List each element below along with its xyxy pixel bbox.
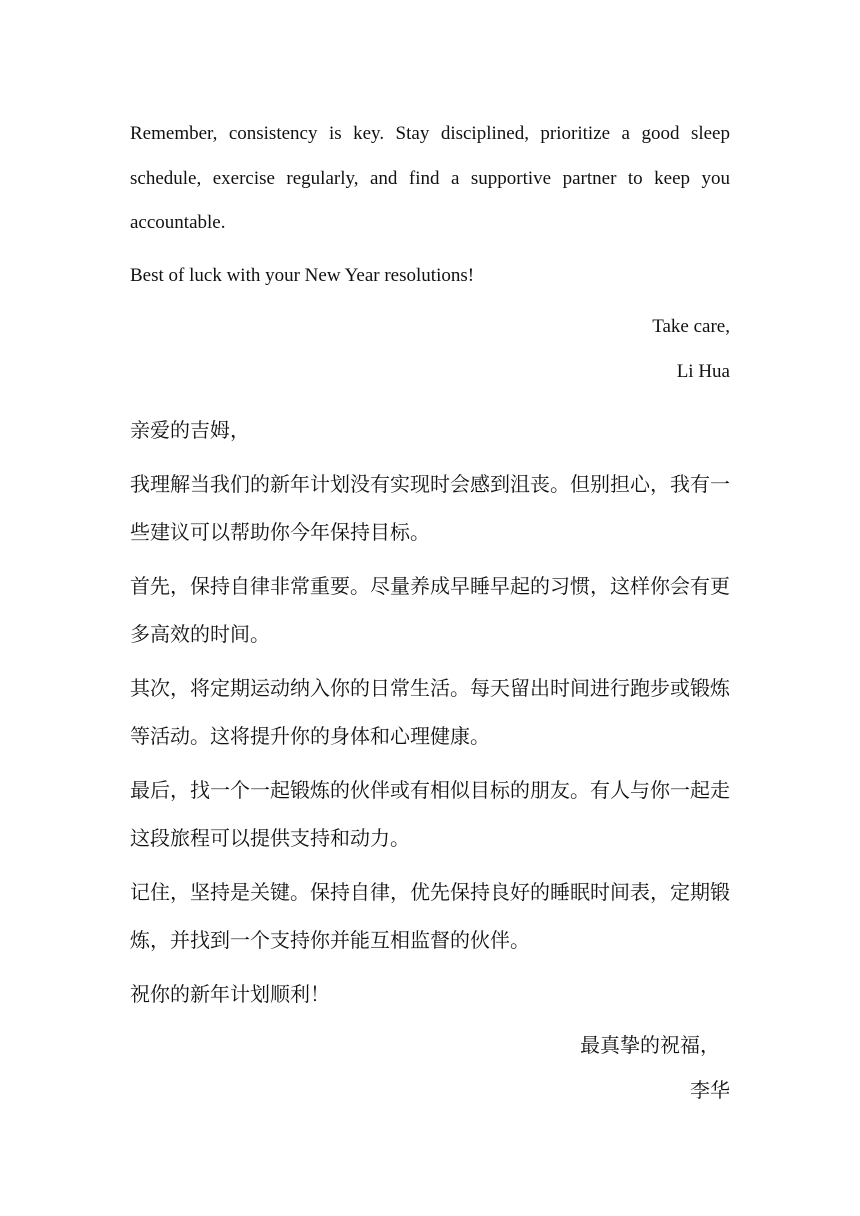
english-paragraph-consistency: Remember, consistency is key. Stay disciplined, prioritize a good sleep schedule, exercise regularly, and find a supportive partner to keep you accountable. — [130, 123, 730, 233]
chinese-signature: 李华 — [690, 1078, 730, 1102]
english-paragraph-best-wishes: Best of luck with your New Year resolutions! — [130, 264, 475, 286]
english-closing: Take care, — [652, 316, 730, 337]
chinese-greeting: 亲爱的吉姆， — [130, 418, 250, 442]
chinese-paragraph-best-wishes: 祝你的新年计划顺利！ — [130, 982, 330, 1006]
chinese-closing: 最真挚的祝福， — [580, 1033, 720, 1057]
english-signature: Li Hua — [676, 360, 730, 382]
chinese-paragraph: 我理解当我们的新年计划没有实现时会感到沮丧。但别担心，我有一些建议可以帮助你今年保持目标。 — [130, 472, 730, 544]
letter-page — [130, 112, 730, 1114]
chinese-paragraph: 首先，保持自律非常重要。尽量养成早睡早起的习惯，这样你会有更多高效的时间。 — [130, 574, 730, 646]
chinese-paragraph: 其次，将定期运动纳入你的日常生活。每天留出时间进行跑步或锻炼等活动。这将提升你的身体和心理健康。 — [130, 676, 730, 748]
english-letter — [130, 112, 730, 394]
chinese-paragraph: 记住，坚持是关键。保持自律，优先保持良好的睡眠时间表，定期锻炼，并找到一个支持你并能互相监督的伙伴。 — [130, 880, 730, 952]
chinese-paragraph: 最后，找一个一起锻炼的伙伴或有相似目标的朋友。有人与你一起走这段旅程可以提供支持和动力。 — [130, 778, 730, 850]
chinese-letter — [130, 406, 730, 1114]
